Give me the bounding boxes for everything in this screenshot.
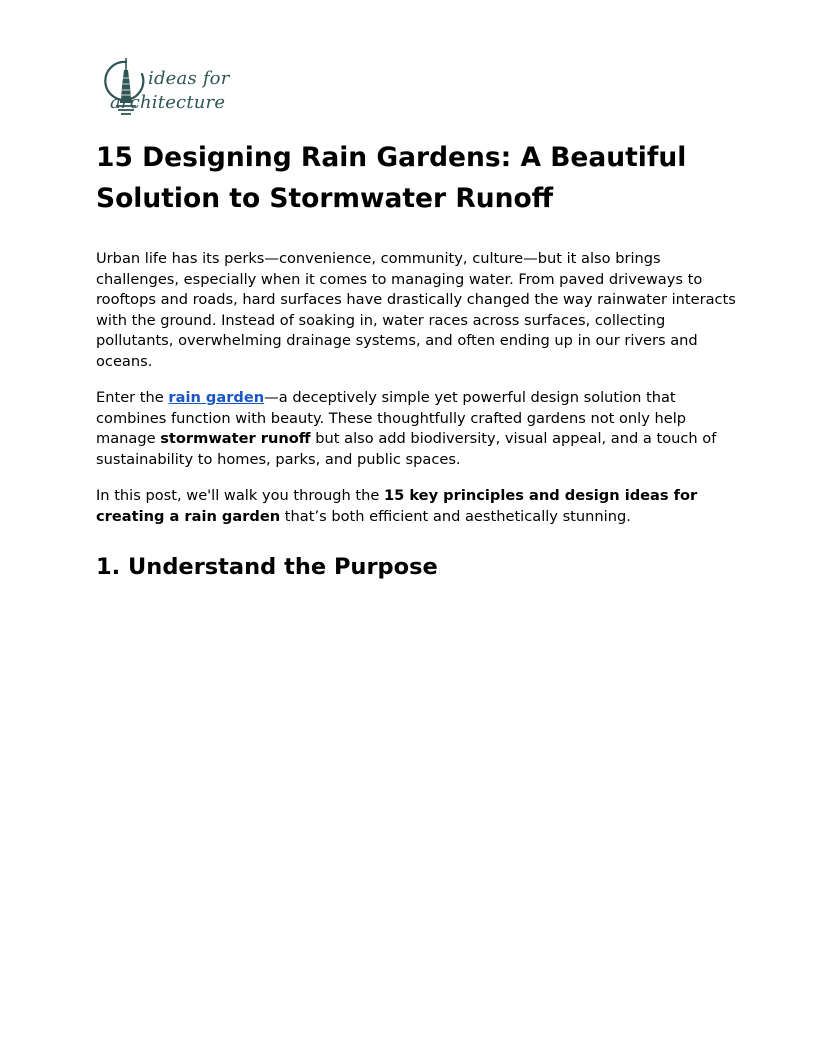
- article-title: 15 Designing Rain Gardens: A Beautiful Solution to Stormwater Runoff: [96, 142, 687, 214]
- paragraph-text: that’s both efficient and aesthetically stunning.: [280, 507, 631, 525]
- rain-garden-link[interactable]: rain garden: [168, 389, 265, 406]
- overview-paragraph: [96, 486, 736, 527]
- bold-text: stormwater runoff: [160, 430, 311, 448]
- paragraph-text: In this post, we'll walk you through the: [96, 487, 384, 504]
- site-logo[interactable]: [104, 56, 234, 124]
- paragraph-text: Enter the: [96, 389, 169, 406]
- bold-text: 15 key principles and design ideas for creating a rain garden: [96, 487, 698, 525]
- paragraph-text: —a deceptively simple yet powerful design solution that combines function with beauty. These thoughtfully crafted gardens not only help manage: [96, 389, 687, 448]
- logo-text-line2: architecture: [110, 92, 226, 113]
- rain-garden-paragraph: [96, 388, 736, 470]
- paragraph-text: but also add biodiversity, visual appeal, and a touch of sustainability to homes, parks, and public spaces.: [96, 430, 717, 468]
- section-heading: 1. Understand the Purpose: [96, 554, 438, 580]
- intro-paragraph: Urban life has its perks—convenience, community, culture—but it also brings challenges, especially when it comes to managing water. From paved driveways to rooftops and roads, hard surfaces have drastically changed the way rainwater interacts with the ground. Instead of soaking in, water races across surfaces, collecting pollutants, overwhelming drainage systems, and often ending up in our rivers and oceans.: [96, 250, 736, 370]
- logo-text-line1: ideas for: [148, 68, 230, 89]
